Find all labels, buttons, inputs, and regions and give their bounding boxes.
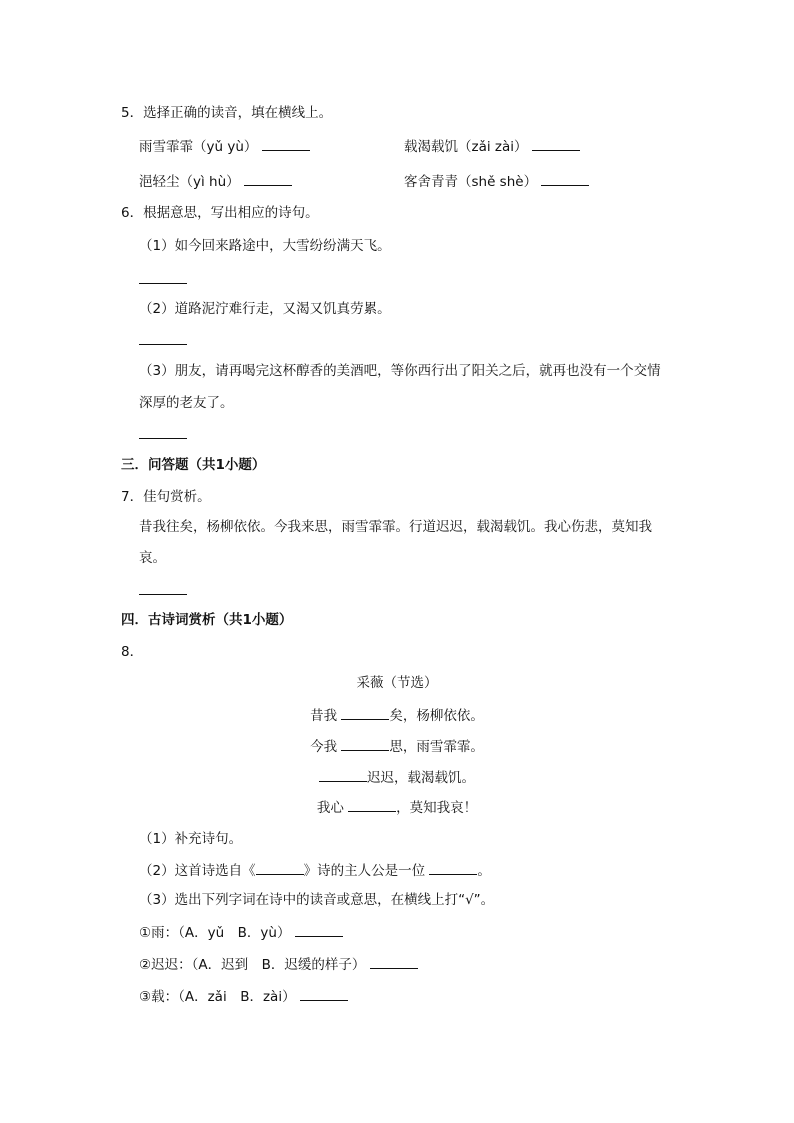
- answer-blank[interactable]: [541, 171, 589, 186]
- q6-part-3-line-2: 深厚的老友了。: [139, 395, 234, 411]
- answer-blank[interactable]: [256, 860, 304, 875]
- q5-item-1: 雨雪霏霏（yǔ yù）: [139, 136, 310, 157]
- poem-line-2: 今我 思，雨雪霏霏。: [0, 736, 794, 757]
- q6-part-3-line-1: （3）朋友，请再喝完这杯醇香的美酒吧，等你西行出了阳关之后，就再也没有一个交情: [139, 363, 661, 379]
- q5-item-2: 载渴载饥（zǎi zài）: [404, 136, 580, 157]
- q7-passage-line-2: 哀。: [139, 550, 166, 566]
- answer-blank[interactable]: [139, 593, 187, 595]
- poem-line-1: 昔我 矣，杨柳依依。: [0, 705, 794, 726]
- answer-blank[interactable]: [370, 954, 418, 969]
- q5-title: 5．选择正确的读音，填在横线上。: [121, 105, 333, 121]
- poem-line-4: 我心 ，莫知我哀！: [0, 797, 794, 818]
- poem-title: 采薇（节选）: [356, 675, 438, 691]
- q7-passage-line-1: 昔我往矣，杨柳依依。今我来思，雨雪霏霏。行道迟迟，载渴载饥。我心伤悲，莫知我: [139, 519, 652, 535]
- q8-sub-3: （3）选出下列字词在诗中的读音或意思，在横线上打“√”。: [139, 892, 495, 908]
- answer-blank[interactable]: [262, 136, 310, 151]
- q8-sub-2: （2）这首诗选自《 》诗的主人公是一位 。: [139, 860, 491, 881]
- q5-item-4: 客舍青青（shě shè）: [404, 171, 589, 192]
- poem-line-3: 迟迟，载渴载饥。: [0, 767, 794, 788]
- answer-blank[interactable]: [300, 986, 348, 1001]
- q8-option-2: ②迟迟：（A．迟到 B．迟缓的样子）: [139, 954, 418, 975]
- answer-blank[interactable]: [295, 922, 343, 937]
- answer-blank[interactable]: [341, 705, 389, 720]
- answer-blank[interactable]: [139, 282, 187, 284]
- answer-blank[interactable]: [348, 797, 396, 812]
- answer-blank[interactable]: [532, 136, 580, 151]
- answer-blank[interactable]: [244, 171, 292, 186]
- answer-blank[interactable]: [139, 437, 187, 439]
- answer-blank[interactable]: [139, 343, 187, 345]
- q6-title: 6．根据意思，写出相应的诗句。: [121, 205, 319, 221]
- answer-blank[interactable]: [341, 736, 389, 751]
- answer-blank[interactable]: [429, 860, 477, 875]
- q8-option-3: ③载：（A．zǎi B．zài）: [139, 986, 348, 1007]
- q6-part-1: （1）如今回来路途中，大雪纷纷满天飞。: [139, 238, 391, 254]
- q5-item-3: 浥轻尘（yì hù）: [139, 171, 292, 192]
- q7-title: 7．佳句赏析。: [121, 489, 211, 505]
- answer-blank[interactable]: [319, 767, 367, 782]
- section-3-heading: 三．问答题（共1小题）: [121, 457, 266, 473]
- q8-sub-1: （1）补充诗句。: [139, 831, 243, 847]
- q8-option-1: ①雨：（A．yǔ B．yù）: [139, 922, 343, 943]
- q6-part-2: （2）道路泥泞难行走，又渴又饥真劳累。: [139, 301, 391, 317]
- q8-number: 8．: [121, 644, 144, 660]
- section-4-heading: 四．古诗词赏析（共1小题）: [121, 612, 293, 628]
